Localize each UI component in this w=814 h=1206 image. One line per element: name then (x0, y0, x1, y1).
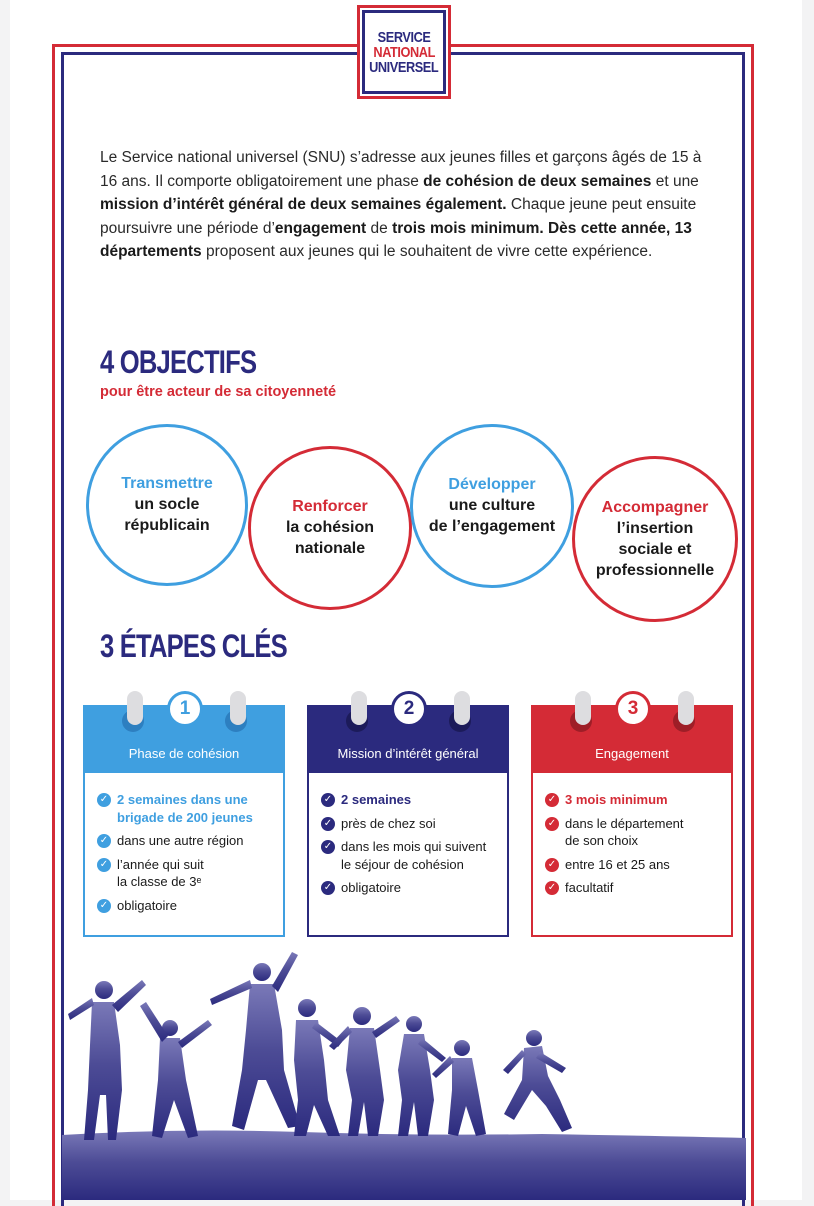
step-number-badge: 1 (167, 691, 203, 727)
intro-text-5: proposent aux jeunes qui le souhaitent de vivre cette expérience. (201, 243, 653, 261)
bullet-text: entre 16 et 25 ans (565, 856, 670, 872)
bullet-text: dans une autre région (117, 833, 244, 848)
check-icon: ✓ (321, 840, 335, 854)
bullet-text: 2 semaines dans une brigade de 200 jeunes (117, 792, 253, 825)
bullet-text: obligatoire (117, 897, 177, 913)
list-item (545, 879, 723, 897)
intro-text-3: Chaque jeune peut ensuite poursuivre une période d’ (100, 196, 697, 237)
step-number-badge: 3 (615, 691, 651, 727)
step-label: Engagement (595, 746, 669, 761)
bullet-text: dans le département de son choix (565, 815, 684, 848)
intro-bold-2: mission d’intérêt général de deux semaines également. (100, 196, 507, 214)
objective-circle-transmettre (86, 424, 248, 586)
check-icon: ✓ (545, 881, 559, 895)
objective-circle-accompagner (572, 456, 738, 622)
bullet-text: obligatoire (341, 880, 401, 895)
objective-body: une culture de l’engagement (428, 497, 556, 535)
binder-ring-icon (351, 691, 367, 725)
logo-line-1: SERVICE (377, 28, 431, 46)
step-label: Mission d’intérêt général (337, 746, 479, 761)
objective-body: l’insertion sociale et professionnelle (595, 519, 715, 579)
step-card-1 (83, 698, 285, 937)
check-icon: ✓ (321, 817, 335, 831)
list-item (321, 815, 499, 833)
steps-title: 3 ÉTAPES CLÉS (100, 628, 287, 664)
intro-bold-3: engagement (274, 219, 367, 237)
list-item (321, 879, 499, 897)
list-item (545, 815, 723, 850)
check-icon: ✓ (97, 834, 111, 848)
logo-line-2: NATIONAL (373, 43, 435, 61)
logo-line-3: UNIVERSEL (369, 58, 439, 76)
check-icon: ✓ (97, 793, 111, 807)
objective-body: la cohésion nationale (285, 519, 375, 557)
step-label: Phase de cohésion (128, 746, 240, 761)
list-item (545, 856, 723, 874)
binder-ring-icon (454, 691, 470, 725)
bullet-text: 2 semaines (341, 792, 412, 807)
bullet-text: facultatif (565, 880, 614, 895)
binder-ring-icon (678, 691, 694, 725)
step-bullets (97, 791, 275, 920)
logo-box (362, 10, 446, 94)
list-item (321, 838, 499, 873)
check-icon: ✓ (545, 793, 559, 807)
list-item (321, 791, 499, 809)
objective-body: un socle républicain (124, 496, 210, 534)
list-item (545, 791, 723, 809)
objective-head: Transmettre (121, 475, 213, 492)
list-item (97, 832, 275, 850)
check-icon: ✓ (545, 858, 559, 872)
intro-bold-1: de cohésion de deux semaines (423, 172, 652, 190)
step-card-2 (307, 698, 509, 937)
objective-head: Développer (448, 476, 536, 493)
youth-silhouettes-illustration (62, 950, 746, 1200)
logo-snu (358, 6, 450, 98)
list-item (97, 897, 275, 915)
objectives-title: 4 OBJECTIFS (100, 344, 257, 380)
intro-paragraph (100, 146, 720, 264)
bullet-text: près de chez soi (341, 815, 436, 831)
bullet-text: dans les mois qui suivent le séjour de cohésion (341, 839, 487, 872)
binder-ring-icon (230, 691, 246, 725)
intro-bold-4: trois mois minimum. Dès cette année, 13 départements (100, 219, 692, 261)
check-icon: ✓ (321, 793, 335, 807)
step-card-3 (531, 698, 733, 937)
intro-text-2: et une (651, 172, 699, 190)
intro-text-1: Le Service national universel (SNU) s’adresse aux jeunes filles et garçons âgés de 15 à 16 ans. Il comporte obligatoirement une phase (100, 149, 702, 190)
step-number-badge: 2 (391, 691, 427, 727)
objective-circle-renforcer (248, 446, 412, 610)
binder-ring-icon (127, 691, 143, 725)
check-icon: ✓ (545, 817, 559, 831)
bullet-text: 3 mois minimum (565, 792, 668, 807)
step-bullets (545, 791, 723, 903)
check-icon: ✓ (321, 881, 335, 895)
binder-ring-icon (575, 691, 591, 725)
objective-head: Accompagner (601, 498, 709, 516)
list-item (97, 856, 275, 891)
objectives-subtitle: pour être acteur de sa citoyenneté (100, 384, 337, 400)
list-item (97, 791, 275, 826)
intro-text-4: de (366, 219, 393, 237)
check-icon: ✓ (97, 899, 111, 913)
objective-head: Renforcer (292, 498, 368, 515)
step-bullets (321, 791, 499, 903)
objective-circle-developper (410, 424, 574, 588)
check-icon: ✓ (97, 858, 111, 872)
bullet-text: l’année qui suit la classe de 3ᵉ (117, 856, 204, 889)
